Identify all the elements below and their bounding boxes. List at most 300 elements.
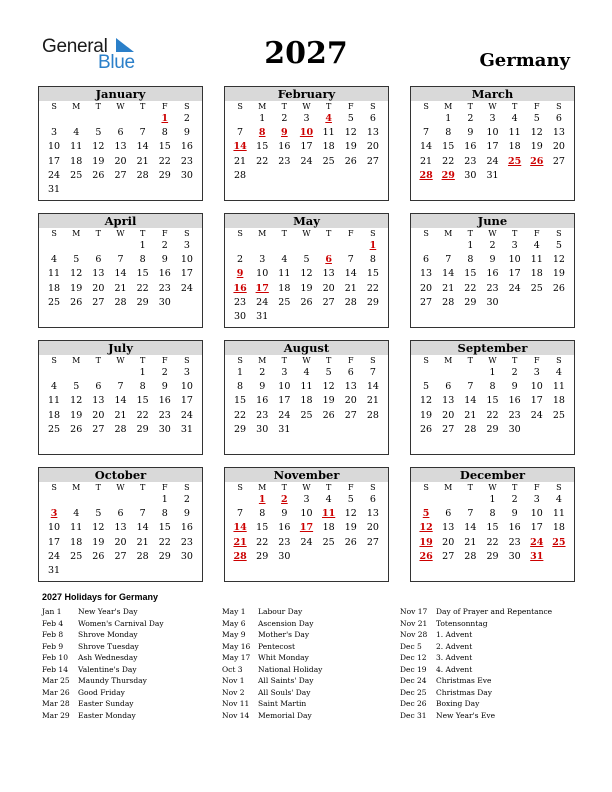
day-cell: 5: [73, 254, 80, 266]
day-cell: 10: [48, 522, 61, 534]
day-cell: 9: [511, 381, 518, 393]
day-cell: 11: [322, 127, 335, 139]
day-cell: 29: [464, 296, 477, 308]
day-cell: 1: [139, 367, 146, 378]
day-grid: [39, 355, 202, 437]
empty-cell: [295, 239, 317, 253]
day-cell: 22: [136, 282, 149, 294]
holiday-item: [400, 641, 552, 653]
day-cell: 24: [180, 282, 193, 294]
day-cell: 7: [347, 254, 354, 266]
day-cell: 8: [237, 381, 244, 393]
day-cell: 26: [344, 155, 357, 167]
holiday-date: Feb 8: [42, 630, 64, 639]
empty-cell: [415, 239, 437, 253]
month-august: [224, 340, 389, 455]
month-name: March: [411, 87, 574, 101]
day-cell: 8: [369, 254, 376, 266]
holiday-day-cell: 1: [258, 494, 266, 505]
day-cell: 11: [48, 395, 61, 407]
day-cell: 24: [300, 536, 313, 548]
day-cell: 29: [486, 423, 499, 435]
day-cell: 7: [117, 381, 124, 393]
empty-cell: [318, 239, 340, 253]
day-cell: 18: [322, 141, 335, 153]
day-cell: 26: [322, 409, 335, 421]
holiday-column: [400, 606, 552, 721]
day-cell: 18: [530, 268, 543, 280]
holiday-day-cell: 1: [369, 240, 377, 251]
holiday-day-cell: 26: [530, 155, 544, 167]
day-cell: 27: [420, 296, 433, 308]
day-cell: 10: [508, 254, 521, 266]
holiday-name: Easter Monday: [78, 710, 136, 720]
month-june: [410, 213, 575, 328]
day-cell: 14: [136, 522, 149, 534]
day-cell: 29: [486, 550, 499, 562]
weekday-header: S: [237, 356, 243, 365]
day-cell: 19: [552, 268, 565, 280]
day-cell: 26: [92, 550, 105, 562]
day-cell: 1: [445, 113, 452, 124]
day-cell: 9: [281, 508, 288, 520]
day-cell: 13: [366, 127, 379, 139]
day-cell: 25: [48, 423, 61, 435]
empty-cell: [415, 366, 437, 380]
holiday-name: 3. Advent: [436, 653, 473, 662]
day-cell: 29: [136, 423, 149, 435]
day-cell: 12: [300, 268, 313, 280]
weekday-header: F: [347, 229, 354, 238]
day-cell: 15: [464, 268, 477, 280]
day-cell: 3: [303, 494, 310, 505]
day-cell: 27: [114, 169, 127, 181]
day-cell: 7: [139, 508, 146, 520]
weekday-header: W: [116, 102, 125, 111]
day-cell: 20: [114, 536, 127, 548]
day-cell: 18: [552, 395, 565, 407]
day-cell: 15: [486, 522, 499, 534]
day-cell: 3: [183, 240, 190, 251]
day-cell: 7: [467, 381, 474, 393]
holiday-date: May 1: [222, 607, 246, 616]
day-grid: [39, 101, 202, 197]
day-cell: 7: [467, 508, 474, 520]
holiday-item: [42, 675, 164, 687]
weekday-header: W: [302, 229, 311, 238]
weekday-header: S: [556, 102, 562, 111]
empty-cell: [415, 112, 437, 126]
weekday-header: T: [325, 483, 332, 492]
day-cell: 4: [533, 240, 540, 251]
day-cell: 28: [442, 296, 455, 308]
holiday-date: Mar 29: [42, 710, 70, 720]
day-cell: 17: [486, 141, 499, 153]
day-cell: 18: [70, 536, 83, 548]
holiday-item: [222, 641, 322, 653]
weekday-header: M: [444, 229, 453, 238]
weekday-header: T: [139, 102, 146, 111]
holiday-name: Mother's Day: [258, 630, 310, 639]
day-cell: 15: [256, 141, 269, 153]
day-cell: 8: [161, 127, 168, 139]
empty-cell: [132, 112, 154, 126]
empty-cell: [340, 239, 362, 253]
holiday-day-cell: 3: [50, 508, 58, 520]
day-cell: 9: [161, 254, 168, 266]
weekday-header: S: [370, 102, 376, 111]
weekday-header: W: [488, 483, 497, 492]
empty-cell: [65, 366, 87, 380]
day-cell: 12: [344, 127, 357, 139]
day-cell: 9: [511, 508, 518, 520]
holiday-name: National Holiday: [258, 664, 323, 674]
day-cell: 23: [508, 409, 521, 421]
holiday-date: Dec 31: [400, 710, 427, 720]
day-cell: 31: [48, 183, 61, 195]
holiday-name: Christmas Eve: [436, 676, 492, 685]
day-cell: 3: [533, 367, 540, 378]
weekday-header: F: [533, 102, 540, 111]
empty-cell: [437, 493, 459, 507]
day-cell: 20: [366, 522, 379, 534]
empty-cell: [109, 239, 131, 253]
day-cell: 21: [442, 282, 455, 294]
day-cell: 4: [555, 367, 562, 378]
holiday-date: Dec 24: [400, 676, 427, 685]
day-cell: 2: [489, 240, 496, 251]
day-cell: 3: [489, 113, 496, 124]
holiday-date: May 17: [222, 653, 251, 662]
day-cell: 27: [442, 550, 455, 562]
day-cell: 21: [136, 155, 149, 167]
weekday-header: T: [511, 229, 518, 238]
weekday-header: T: [511, 356, 518, 365]
weekday-header: M: [258, 229, 267, 238]
holiday-date: Nov 1: [222, 676, 245, 685]
day-cell: 28: [464, 550, 477, 562]
holiday-name: 4. Advent: [436, 664, 473, 674]
day-cell: 28: [136, 550, 149, 562]
day-cell: 26: [420, 423, 433, 435]
weekday-header: S: [370, 483, 376, 492]
weekday-header: S: [184, 483, 190, 492]
day-cell: 17: [508, 268, 521, 280]
country-name: Germany: [479, 50, 570, 71]
day-cell: 2: [183, 494, 190, 505]
day-grid: [225, 101, 388, 183]
holiday-day-cell: 14: [233, 522, 247, 534]
day-cell: 15: [136, 268, 149, 280]
day-cell: 22: [366, 282, 379, 294]
day-cell: 7: [139, 127, 146, 139]
day-cell: 26: [344, 536, 357, 548]
day-cell: 5: [347, 494, 354, 505]
holiday-name: Easter Sunday: [78, 699, 134, 708]
weekday-header: T: [281, 483, 288, 492]
weekday-header: W: [116, 483, 125, 492]
weekday-header: F: [533, 229, 540, 238]
holiday-date: Feb 10: [42, 653, 68, 662]
weekday-header: T: [281, 356, 288, 365]
weekday-header: S: [423, 356, 429, 365]
holiday-name: Day of Prayer and Repentance: [436, 607, 553, 616]
day-cell: 29: [234, 423, 247, 435]
day-cell: 12: [552, 254, 565, 266]
weekday-header: S: [184, 102, 190, 111]
weekday-header: W: [116, 229, 125, 238]
day-cell: 16: [486, 268, 499, 280]
day-cell: 30: [486, 296, 499, 308]
day-cell: 2: [237, 254, 244, 266]
weekday-header: S: [423, 102, 429, 111]
month-november: [224, 467, 389, 582]
day-cell: 13: [442, 395, 455, 407]
weekday-header: T: [139, 483, 146, 492]
weekday-header: F: [161, 102, 168, 111]
day-cell: 22: [256, 155, 269, 167]
day-cell: 28: [114, 296, 127, 308]
empty-cell: [65, 112, 87, 126]
day-cell: 6: [117, 508, 124, 520]
holiday-name: All Saints' Day: [258, 676, 314, 685]
day-cell: 25: [552, 409, 565, 421]
day-cell: 8: [445, 127, 452, 139]
holiday-day-cell: 25: [508, 155, 522, 167]
day-cell: 6: [95, 381, 102, 393]
day-cell: 11: [70, 522, 83, 534]
day-cell: 20: [344, 395, 357, 407]
calendar-year: 2027: [264, 36, 348, 71]
weekday-header: T: [139, 356, 146, 365]
weekday-header: M: [258, 102, 267, 111]
day-cell: 10: [530, 508, 543, 520]
weekday-header: F: [161, 229, 168, 238]
day-cell: 6: [369, 113, 376, 124]
day-cell: 24: [48, 550, 61, 562]
weekday-header: M: [444, 102, 453, 111]
day-cell: 4: [303, 367, 310, 378]
weekday-header: T: [325, 102, 332, 111]
weekday-header: T: [467, 483, 474, 492]
empty-cell: [87, 112, 109, 126]
day-cell: 6: [347, 367, 354, 378]
holiday-item: [222, 629, 322, 641]
day-cell: 19: [92, 155, 105, 167]
day-cell: 25: [48, 296, 61, 308]
holiday-day-cell: 28: [233, 550, 247, 562]
day-cell: 23: [234, 296, 247, 308]
day-cell: 14: [464, 522, 477, 534]
day-cell: 31: [180, 423, 193, 435]
day-cell: 18: [48, 282, 61, 294]
day-grid: [225, 228, 388, 324]
day-cell: 12: [420, 395, 433, 407]
day-cell: 21: [136, 536, 149, 548]
day-cell: 10: [486, 127, 499, 139]
holiday-item: [222, 710, 322, 722]
weekday-header: T: [95, 102, 102, 111]
day-cell: 20: [114, 155, 127, 167]
day-cell: 10: [180, 381, 193, 393]
holiday-item: [222, 618, 322, 630]
day-cell: 12: [92, 141, 105, 153]
holiday-item: [400, 606, 552, 618]
day-cell: 9: [489, 254, 496, 266]
day-cell: 9: [161, 381, 168, 393]
weekday-header: S: [51, 102, 57, 111]
day-cell: 14: [464, 395, 477, 407]
day-cell: 6: [423, 254, 430, 266]
day-cell: 10: [256, 268, 269, 280]
day-cell: 2: [281, 113, 288, 124]
holiday-item: [222, 652, 322, 664]
empty-cell: [415, 493, 437, 507]
day-cell: 8: [489, 381, 496, 393]
holiday-day-cell: 8: [258, 127, 266, 139]
day-cell: 14: [114, 395, 127, 407]
month-name: July: [39, 341, 202, 355]
day-grid: [411, 355, 574, 437]
holiday-day-cell: 10: [299, 127, 314, 139]
month-february: [224, 86, 389, 201]
logo-text-blue: Blue: [98, 52, 135, 73]
holiday-item: [400, 629, 552, 641]
day-cell: 29: [366, 296, 379, 308]
month-december: [410, 467, 575, 582]
holiday-date: Dec 19: [400, 664, 427, 674]
day-cell: 13: [322, 268, 335, 280]
day-cell: 2: [161, 240, 168, 251]
day-cell: 30: [464, 169, 477, 181]
weekday-header: F: [161, 356, 168, 365]
weekday-header: S: [184, 356, 190, 365]
weekday-header: W: [488, 229, 497, 238]
day-cell: 15: [158, 141, 171, 153]
weekday-header: T: [511, 483, 518, 492]
holiday-name: Totensonntag: [436, 618, 488, 628]
day-cell: 28: [136, 169, 149, 181]
day-cell: 27: [114, 550, 127, 562]
holiday-name: Shrove Tuesday: [78, 641, 139, 651]
empty-cell: [43, 366, 65, 380]
day-cell: 20: [420, 282, 433, 294]
holiday-name: Ascension Day: [258, 618, 314, 628]
day-cell: 7: [369, 367, 376, 378]
weekday-header: T: [281, 229, 288, 238]
holiday-item: [42, 641, 164, 653]
day-cell: 15: [256, 522, 269, 534]
day-cell: 6: [369, 494, 376, 505]
day-cell: 28: [234, 169, 247, 181]
day-cell: 14: [420, 141, 433, 153]
day-cell: 26: [300, 296, 313, 308]
day-cell: 8: [139, 381, 146, 393]
day-grid: [225, 482, 388, 564]
empty-cell: [229, 112, 251, 126]
weekday-header: S: [556, 483, 562, 492]
holiday-day-cell: 29: [441, 169, 455, 181]
holiday-date: Dec 12: [400, 653, 427, 662]
day-cell: 30: [278, 550, 291, 562]
day-cell: 1: [237, 367, 244, 378]
weekday-header: M: [72, 102, 81, 111]
day-cell: 6: [95, 254, 102, 266]
holiday-day-cell: 2: [281, 494, 288, 505]
day-cell: 15: [136, 395, 149, 407]
holiday-date: Nov 17: [400, 607, 428, 616]
month-march: [410, 86, 575, 201]
weekday-header: S: [370, 229, 376, 238]
holiday-day-cell: 9: [281, 127, 288, 139]
day-cell: 2: [467, 113, 474, 124]
weekday-header: S: [184, 229, 190, 238]
holiday-date: Mar 28: [42, 699, 70, 708]
day-cell: 4: [73, 127, 80, 139]
holiday-column: [42, 606, 164, 721]
empty-cell: [459, 493, 481, 507]
day-cell: 20: [442, 536, 455, 548]
day-cell: 11: [552, 508, 565, 520]
day-cell: 8: [467, 254, 474, 266]
day-cell: 27: [92, 296, 105, 308]
month-name: January: [39, 87, 202, 101]
day-cell: 18: [552, 522, 565, 534]
weekday-header: W: [302, 102, 311, 111]
day-cell: 4: [51, 254, 58, 266]
holiday-day-cell: 28: [419, 169, 433, 181]
day-cell: 22: [442, 155, 455, 167]
holiday-item: [42, 606, 164, 618]
holiday-item: [222, 687, 322, 699]
day-cell: 8: [161, 508, 168, 520]
weekday-header: T: [325, 356, 332, 365]
day-cell: 1: [467, 240, 474, 251]
day-cell: 2: [511, 367, 518, 378]
day-cell: 30: [180, 169, 193, 181]
month-name: August: [225, 341, 388, 355]
weekday-header: W: [302, 356, 311, 365]
holiday-day-cell: 25: [552, 536, 566, 548]
holiday-item: [222, 698, 322, 710]
month-name: May: [225, 214, 388, 228]
day-cell: 22: [486, 536, 499, 548]
day-cell: 14: [442, 268, 455, 280]
holiday-day-cell: 11: [322, 508, 336, 520]
weekday-header: T: [325, 229, 332, 238]
holiday-date: Feb 4: [42, 618, 64, 628]
day-cell: 12: [344, 508, 357, 520]
day-cell: 25: [70, 169, 83, 181]
day-cell: 5: [533, 113, 540, 124]
holiday-date: Jan 1: [42, 607, 62, 616]
day-cell: 9: [183, 508, 190, 520]
holiday-name: Maundy Thursday: [78, 676, 147, 685]
day-grid: [411, 228, 574, 310]
day-cell: 22: [464, 282, 477, 294]
weekday-header: M: [444, 356, 453, 365]
day-cell: 17: [180, 268, 193, 280]
holiday-name: Saint Martin: [258, 699, 307, 708]
empty-cell: [109, 112, 131, 126]
day-cell: 19: [300, 282, 313, 294]
day-cell: 24: [486, 155, 499, 167]
holiday-item: [400, 698, 552, 710]
day-cell: 22: [234, 409, 247, 421]
day-cell: 8: [489, 508, 496, 520]
empty-cell: [87, 493, 109, 507]
weekday-header: F: [533, 483, 540, 492]
